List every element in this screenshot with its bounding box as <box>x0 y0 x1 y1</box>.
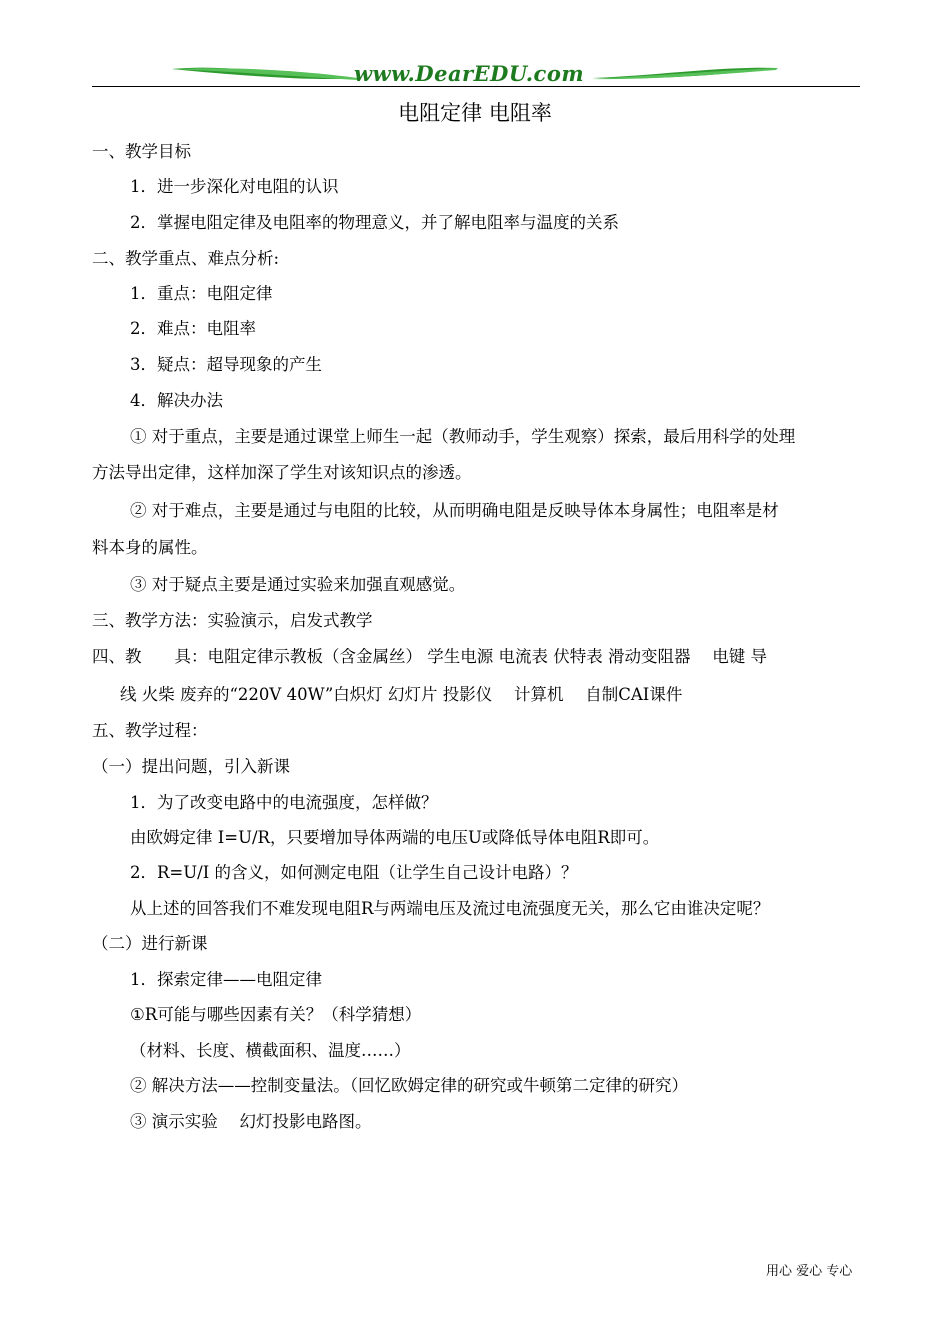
list-item: 1．重点：电阻定律 <box>130 284 273 303</box>
list-item: ③ 演示实验 幻灯投影电路图。 <box>130 1112 372 1131</box>
section-heading: 三、教学方法：实验演示，启发式教学 <box>92 611 373 630</box>
page-title: 电阻定律 电阻率 <box>398 101 552 125</box>
list-item: 4．解决办法 <box>130 391 223 410</box>
header-rule <box>92 86 860 87</box>
list-item: 3．疑点：超导现象的产生 <box>130 355 322 374</box>
paragraph-line: ③ 对于疑点主要是通过实验来加强直观感觉。 <box>130 575 466 594</box>
list-item: 2．R=U/I 的含义，如何测定电阻（让学生自己设计电路）？ <box>130 863 578 882</box>
section-heading: 一、教学目标 <box>92 142 191 161</box>
section-heading: 二、教学重点、难点分析: <box>92 249 280 268</box>
paragraph-line: 从上述的回答我们不难发现电阻R与两端电压及流过电流强度无关，那么它由谁决定呢？ <box>130 899 770 918</box>
paragraph-line: 方法导出定律，这样加深了学生对该知识点的渗透。 <box>92 463 472 482</box>
list-item: ② 解决方法——控制变量法。（回忆欧姆定律的研究或牛顿第二定律的研究） <box>130 1076 688 1095</box>
paragraph-line: 料本身的属性。 <box>92 538 208 557</box>
list-item: 1．为了改变电路中的电流强度，怎样做？ <box>130 793 438 812</box>
paragraph-line: （材料、长度、横截面积、温度……） <box>130 1041 411 1060</box>
paragraph-line: 由欧姆定律 I=U/R，只要增加导体两端的电压U或降低导体电阻R即可。 <box>130 828 660 847</box>
subsection-heading: （二）进行新课 <box>92 934 208 953</box>
logo-text: www.DearEDU.com <box>353 61 585 86</box>
dearedu-logo <box>172 58 778 88</box>
paragraph-line: ① 对于重点，主要是通过课堂上师生一起（教师动手，学生观察）探索，最后用科学的处理 <box>130 427 796 446</box>
paragraph-line: ② 对于难点，主要是通过与电阻的比较，从而明确电阻是反映导体本身属性；电阻率是材 <box>130 501 779 520</box>
list-item: 1．探索定律——电阻定律 <box>130 970 322 989</box>
section-heading: 五、教学过程： <box>92 721 208 740</box>
paragraph-line: 线 火柴 废弃的“220V 40W”白炽灯 幻灯片 投影仪 计算机 自制CAI课件 <box>120 685 683 704</box>
section-heading: 四、教 具：电阻定律示教板（含金属丝） 学生电源 电流表 伏特表 滑动变阻器 电键 导 <box>92 647 767 666</box>
page-footer: 用心 爱心 专心 <box>766 1264 853 1279</box>
list-item: 2．难点：电阻率 <box>130 319 256 338</box>
subsection-heading: （一）提出问题，引入新课 <box>92 757 290 776</box>
list-item: 1．进一步深化对电阻的认识 <box>130 177 339 196</box>
list-item: ①R可能与哪些因素有关？（科学猜想） <box>130 1005 422 1024</box>
list-item: 2．掌握电阻定律及电阻率的物理意义，并了解电阻率与温度的关系 <box>130 213 619 232</box>
